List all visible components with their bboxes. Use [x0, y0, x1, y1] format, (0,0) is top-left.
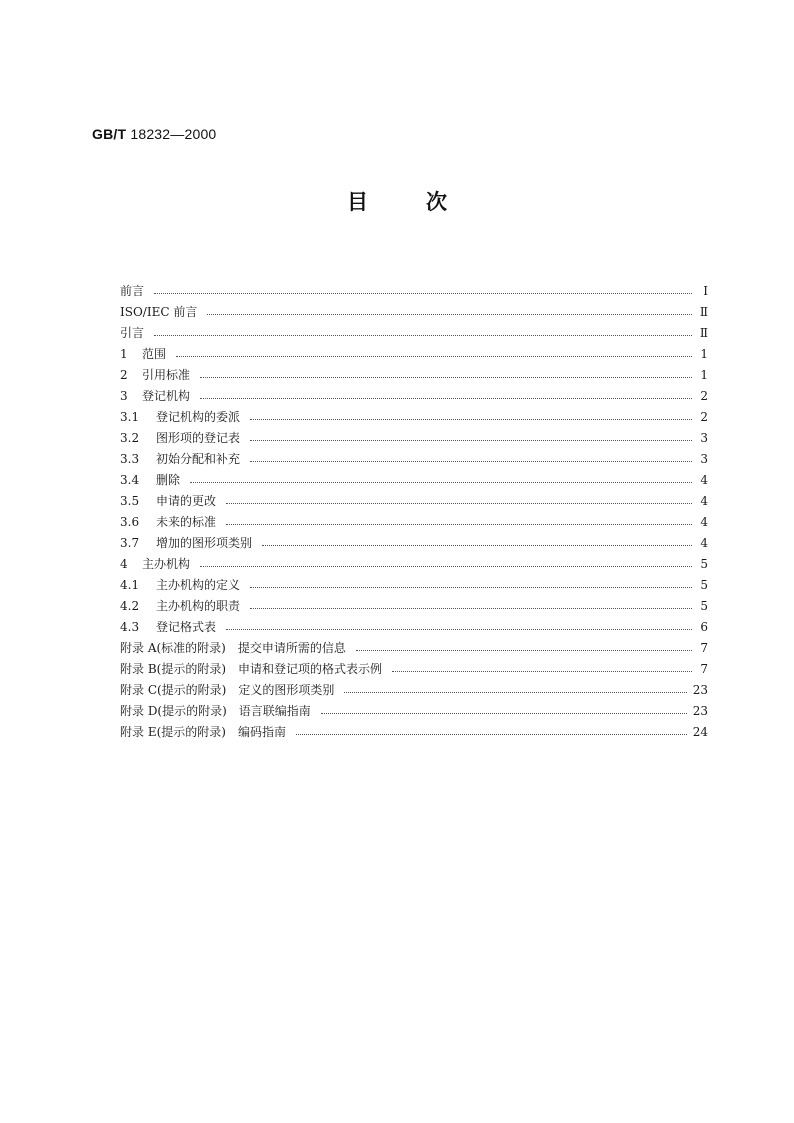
- toc-entry-label: 主办机构的职责: [156, 599, 241, 613]
- toc-dot-leader: [344, 691, 686, 693]
- toc-entry[interactable]: [120, 302, 708, 323]
- toc-entry[interactable]: [120, 617, 708, 638]
- toc-entry-number: 4.2: [120, 599, 140, 613]
- toc-dot-leader: [200, 397, 692, 399]
- toc-entry-number: 4: [120, 557, 128, 571]
- toc-entry-page: 2: [700, 410, 708, 424]
- toc-entry-number: 3.4: [120, 473, 140, 487]
- toc-entry-label: 图形项的登记表: [156, 431, 241, 445]
- toc-entry-number: 4.1: [120, 578, 140, 592]
- standard-number-value: 18232—2000: [130, 126, 217, 142]
- toc-entry[interactable]: [120, 491, 708, 512]
- toc-dot-leader: [296, 733, 687, 735]
- toc-entry[interactable]: [120, 512, 708, 533]
- toc-entry-page: 4: [700, 473, 708, 487]
- toc-entry-page: 4: [700, 536, 708, 550]
- toc-entry[interactable]: [120, 407, 708, 428]
- toc-dot-leader: [200, 376, 692, 378]
- toc-dot-leader: [226, 502, 692, 504]
- toc-dot-leader: [321, 712, 687, 714]
- toc-entry-page: Ⅱ: [699, 326, 708, 340]
- toc-entry-page: 7: [700, 641, 708, 655]
- toc-dot-leader: [250, 460, 692, 462]
- toc-entry[interactable]: [120, 680, 708, 701]
- toc-entry-number: 3.6: [120, 515, 140, 529]
- toc-entry-number: 2: [120, 368, 128, 382]
- toc-entry-label: 附录 E(提示的附录) 编码指南: [120, 725, 286, 739]
- table-of-contents: [120, 281, 708, 743]
- toc-dot-leader: [262, 544, 692, 546]
- toc-entry-label: 删除: [156, 473, 181, 487]
- toc-entry-label: 初始分配和补充: [156, 452, 241, 466]
- toc-entry-page: 3: [700, 431, 708, 445]
- toc-entry-number: 4.3: [120, 620, 140, 634]
- toc-entry-page: 23: [692, 683, 708, 697]
- toc-entry[interactable]: [120, 281, 708, 302]
- toc-dot-leader: [226, 628, 692, 630]
- toc-entry[interactable]: [120, 701, 708, 722]
- toc-entry-label: 登记机构: [142, 389, 191, 403]
- toc-entry-label: 登记格式表: [156, 620, 217, 634]
- toc-entry-number: 3.3: [120, 452, 140, 466]
- toc-entry-label: 前言: [120, 284, 145, 298]
- toc-entry-number: 3.7: [120, 536, 140, 550]
- toc-entry-page: 4: [700, 515, 708, 529]
- standard-code: GB/T: [92, 126, 127, 142]
- toc-entry-page: 5: [700, 578, 708, 592]
- toc-entry-label: 登记机构的委派: [156, 410, 241, 424]
- standard-number: [92, 126, 216, 142]
- toc-entry[interactable]: [120, 554, 708, 575]
- toc-entry-page: 5: [700, 557, 708, 571]
- toc-dot-leader: [250, 586, 692, 588]
- toc-entry-page: 7: [700, 662, 708, 676]
- toc-entry-label: 增加的图形项类别: [156, 536, 253, 550]
- toc-entry[interactable]: [120, 533, 708, 554]
- toc-entry-label: 附录 C(提示的附录) 定义的图形项类别: [120, 683, 335, 697]
- toc-entry-number: 3.2: [120, 431, 140, 445]
- toc-entry-number: 1: [120, 347, 128, 361]
- toc-entry[interactable]: [120, 575, 708, 596]
- toc-dot-leader: [392, 670, 692, 672]
- toc-entry-label: ISO/IEC 前言: [120, 305, 198, 319]
- toc-entry-number: 3.1: [120, 410, 140, 424]
- toc-entry-page: 4: [700, 494, 708, 508]
- toc-dot-leader: [356, 649, 692, 651]
- toc-entry-page: 1: [700, 347, 708, 361]
- toc-dot-leader: [250, 607, 692, 609]
- toc-entry-page: I: [703, 284, 708, 298]
- toc-entry-page: 2: [700, 389, 708, 403]
- toc-entry-page: 3: [700, 452, 708, 466]
- page-title: 目次: [347, 190, 505, 214]
- toc-entry[interactable]: [120, 722, 708, 743]
- toc-entry-label: 引言: [120, 326, 145, 340]
- toc-entry[interactable]: [120, 365, 708, 386]
- toc-entry-page: 23: [692, 704, 708, 718]
- toc-entry-label: 引用标准: [142, 368, 191, 382]
- toc-dot-leader: [200, 565, 692, 567]
- toc-entry[interactable]: [120, 428, 708, 449]
- toc-entry[interactable]: [120, 659, 708, 680]
- toc-entry[interactable]: [120, 386, 708, 407]
- toc-entry-number: 3: [120, 389, 128, 403]
- toc-entry[interactable]: [120, 470, 708, 491]
- toc-entry[interactable]: [120, 344, 708, 365]
- toc-dot-leader: [154, 292, 692, 294]
- toc-entry-label: 附录 B(提示的附录) 申请和登记项的格式表示例: [120, 662, 382, 676]
- toc-dot-leader: [226, 523, 692, 525]
- toc-entry-page: 1: [700, 368, 708, 382]
- toc-entry-label: 附录 D(提示的附录) 语言联编指南: [120, 704, 311, 718]
- toc-entry-label: 申请的更改: [156, 494, 217, 508]
- toc-entry[interactable]: [120, 596, 708, 617]
- toc-entry-label: 未来的标准: [156, 515, 217, 529]
- toc-entry-page: Ⅱ: [699, 305, 708, 319]
- toc-entry-page: 6: [700, 620, 708, 634]
- toc-entry[interactable]: [120, 638, 708, 659]
- toc-dot-leader: [190, 481, 692, 483]
- toc-entry[interactable]: [120, 449, 708, 470]
- toc-entry-label: 主办机构的定义: [156, 578, 241, 592]
- toc-entry[interactable]: [120, 323, 708, 344]
- toc-dot-leader: [176, 355, 692, 357]
- toc-dot-leader: [250, 418, 692, 420]
- toc-entry-label: 范围: [142, 347, 167, 361]
- toc-entry-number: 3.5: [120, 494, 140, 508]
- toc-entry-page: 24: [692, 725, 708, 739]
- toc-dot-leader: [250, 439, 692, 441]
- toc-entry-label: 主办机构: [142, 557, 191, 571]
- toc-dot-leader: [154, 334, 692, 336]
- toc-entry-label: 附录 A(标准的附录) 提交申请所需的信息: [120, 641, 346, 655]
- toc-dot-leader: [207, 313, 692, 315]
- toc-entry-page: 5: [700, 599, 708, 613]
